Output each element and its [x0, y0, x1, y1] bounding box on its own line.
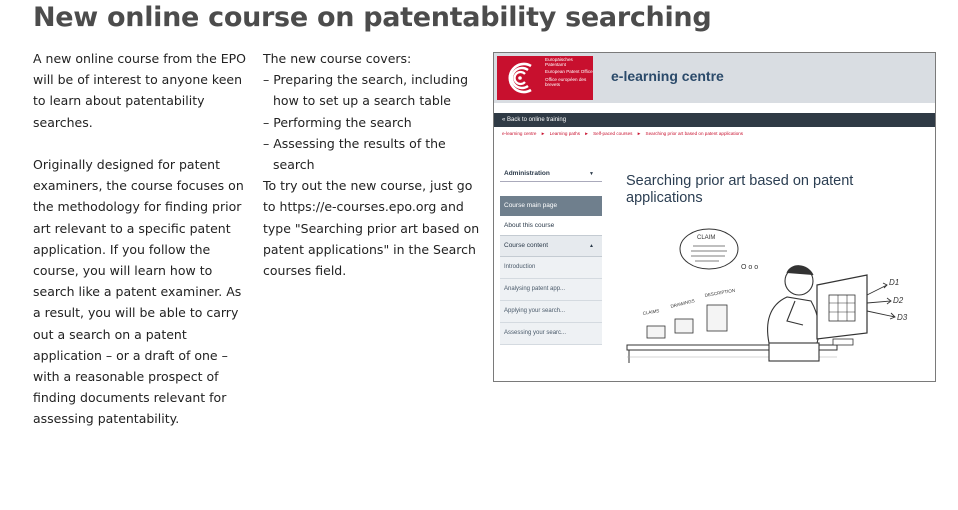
breadcrumb-separator-icon: ►	[584, 131, 589, 136]
epo-logo-text: Europäisches Patentamt European Patent Office Office européen des brevets	[545, 57, 593, 87]
site-title: e-learning centre	[611, 68, 724, 84]
course-screenshot	[493, 52, 936, 382]
breadcrumb	[502, 131, 746, 136]
column-middle	[263, 48, 485, 281]
breadcrumb-item[interactable]: Learning paths	[549, 131, 580, 136]
breadcrumb-item[interactable]: e-learning centre	[502, 131, 537, 136]
document-stacks	[642, 288, 735, 338]
doc-label-claims: CLAIMS	[642, 308, 660, 316]
article-title: New online course on patentability searching	[33, 2, 712, 33]
result-label-d1: D1	[889, 278, 900, 287]
covers-item: – Performing the search	[263, 112, 485, 133]
covers-item: – Assessing the results of the search	[263, 133, 485, 175]
back-to-training-link[interactable]: « Back to online training	[494, 113, 935, 127]
covers-list	[263, 69, 485, 175]
doc-label-drawings: DRAWINGS	[670, 298, 696, 309]
result-label-d3: D3	[897, 313, 908, 322]
result-arrows	[867, 283, 895, 319]
sidebar-item-applying[interactable]: Applying your search...	[500, 301, 602, 323]
sidebar-item-assessing[interactable]: Assessing your searc...	[500, 323, 602, 345]
breadcrumb-separator-icon: ►	[636, 131, 642, 136]
monitor	[817, 275, 867, 345]
result-label-d2: D2	[893, 296, 904, 305]
description-paragraph: Originally designed for patent examiners, the course focuses on the methodology for finding prior art relevant to a specific patent application. If you follow the course, you will learn how to search like a patent examiner. As a result, you will be able to carry out a search on a patent application – or a draft of one – with a reasonable prospect of finding documents relevant for assessing patentability.	[33, 157, 244, 427]
breadcrumb-item[interactable]: Searching prior art based on patent applications	[645, 131, 744, 136]
breadcrumb-item[interactable]: Self-paced courses	[593, 131, 633, 136]
course-sidebar	[500, 167, 602, 345]
covers-intro: The new course covers:	[263, 51, 412, 66]
sidebar-item-introduction[interactable]: Introduction	[500, 257, 602, 279]
intro-paragraph: A new online course from the EPO will be of interest to anyone keen to learn about patentability searches.	[33, 51, 247, 130]
sidebar-item-course-main-page[interactable]: Course main page	[500, 196, 602, 216]
try-paragraph: To try out the new course, just go to https://e-courses.epo.org and type "Searching prior art based on patent applications" in the Search courses field.	[263, 178, 480, 279]
examiner-illustration	[619, 223, 935, 379]
column-left	[33, 48, 251, 430]
sidebar-administration[interactable]: Administration ▼	[500, 167, 602, 182]
covers-item: – Preparing the search, including how to set up a search table	[263, 69, 485, 111]
thought-dots: O o o	[741, 264, 759, 271]
doc-label-description: DESCRIPTION	[704, 287, 736, 298]
sidebar-course-content[interactable]: Course content ▲	[500, 236, 602, 257]
course-title: Searching prior art based on patent applications	[626, 173, 854, 206]
epo-logo	[497, 56, 593, 100]
sidebar-item-analysing[interactable]: Analysing patent app...	[500, 279, 602, 301]
epo-emblem-icon	[501, 60, 537, 96]
chevron-down-icon: ▼	[589, 171, 594, 177]
sidebar-item-about[interactable]: About this course	[500, 216, 602, 236]
site-header	[494, 53, 935, 103]
breadcrumb-separator-icon: ►	[540, 131, 546, 136]
examiner-figure	[768, 266, 819, 361]
chevron-up-icon: ▲	[589, 243, 594, 249]
claim-bubble-label: CLAIM	[697, 235, 716, 241]
